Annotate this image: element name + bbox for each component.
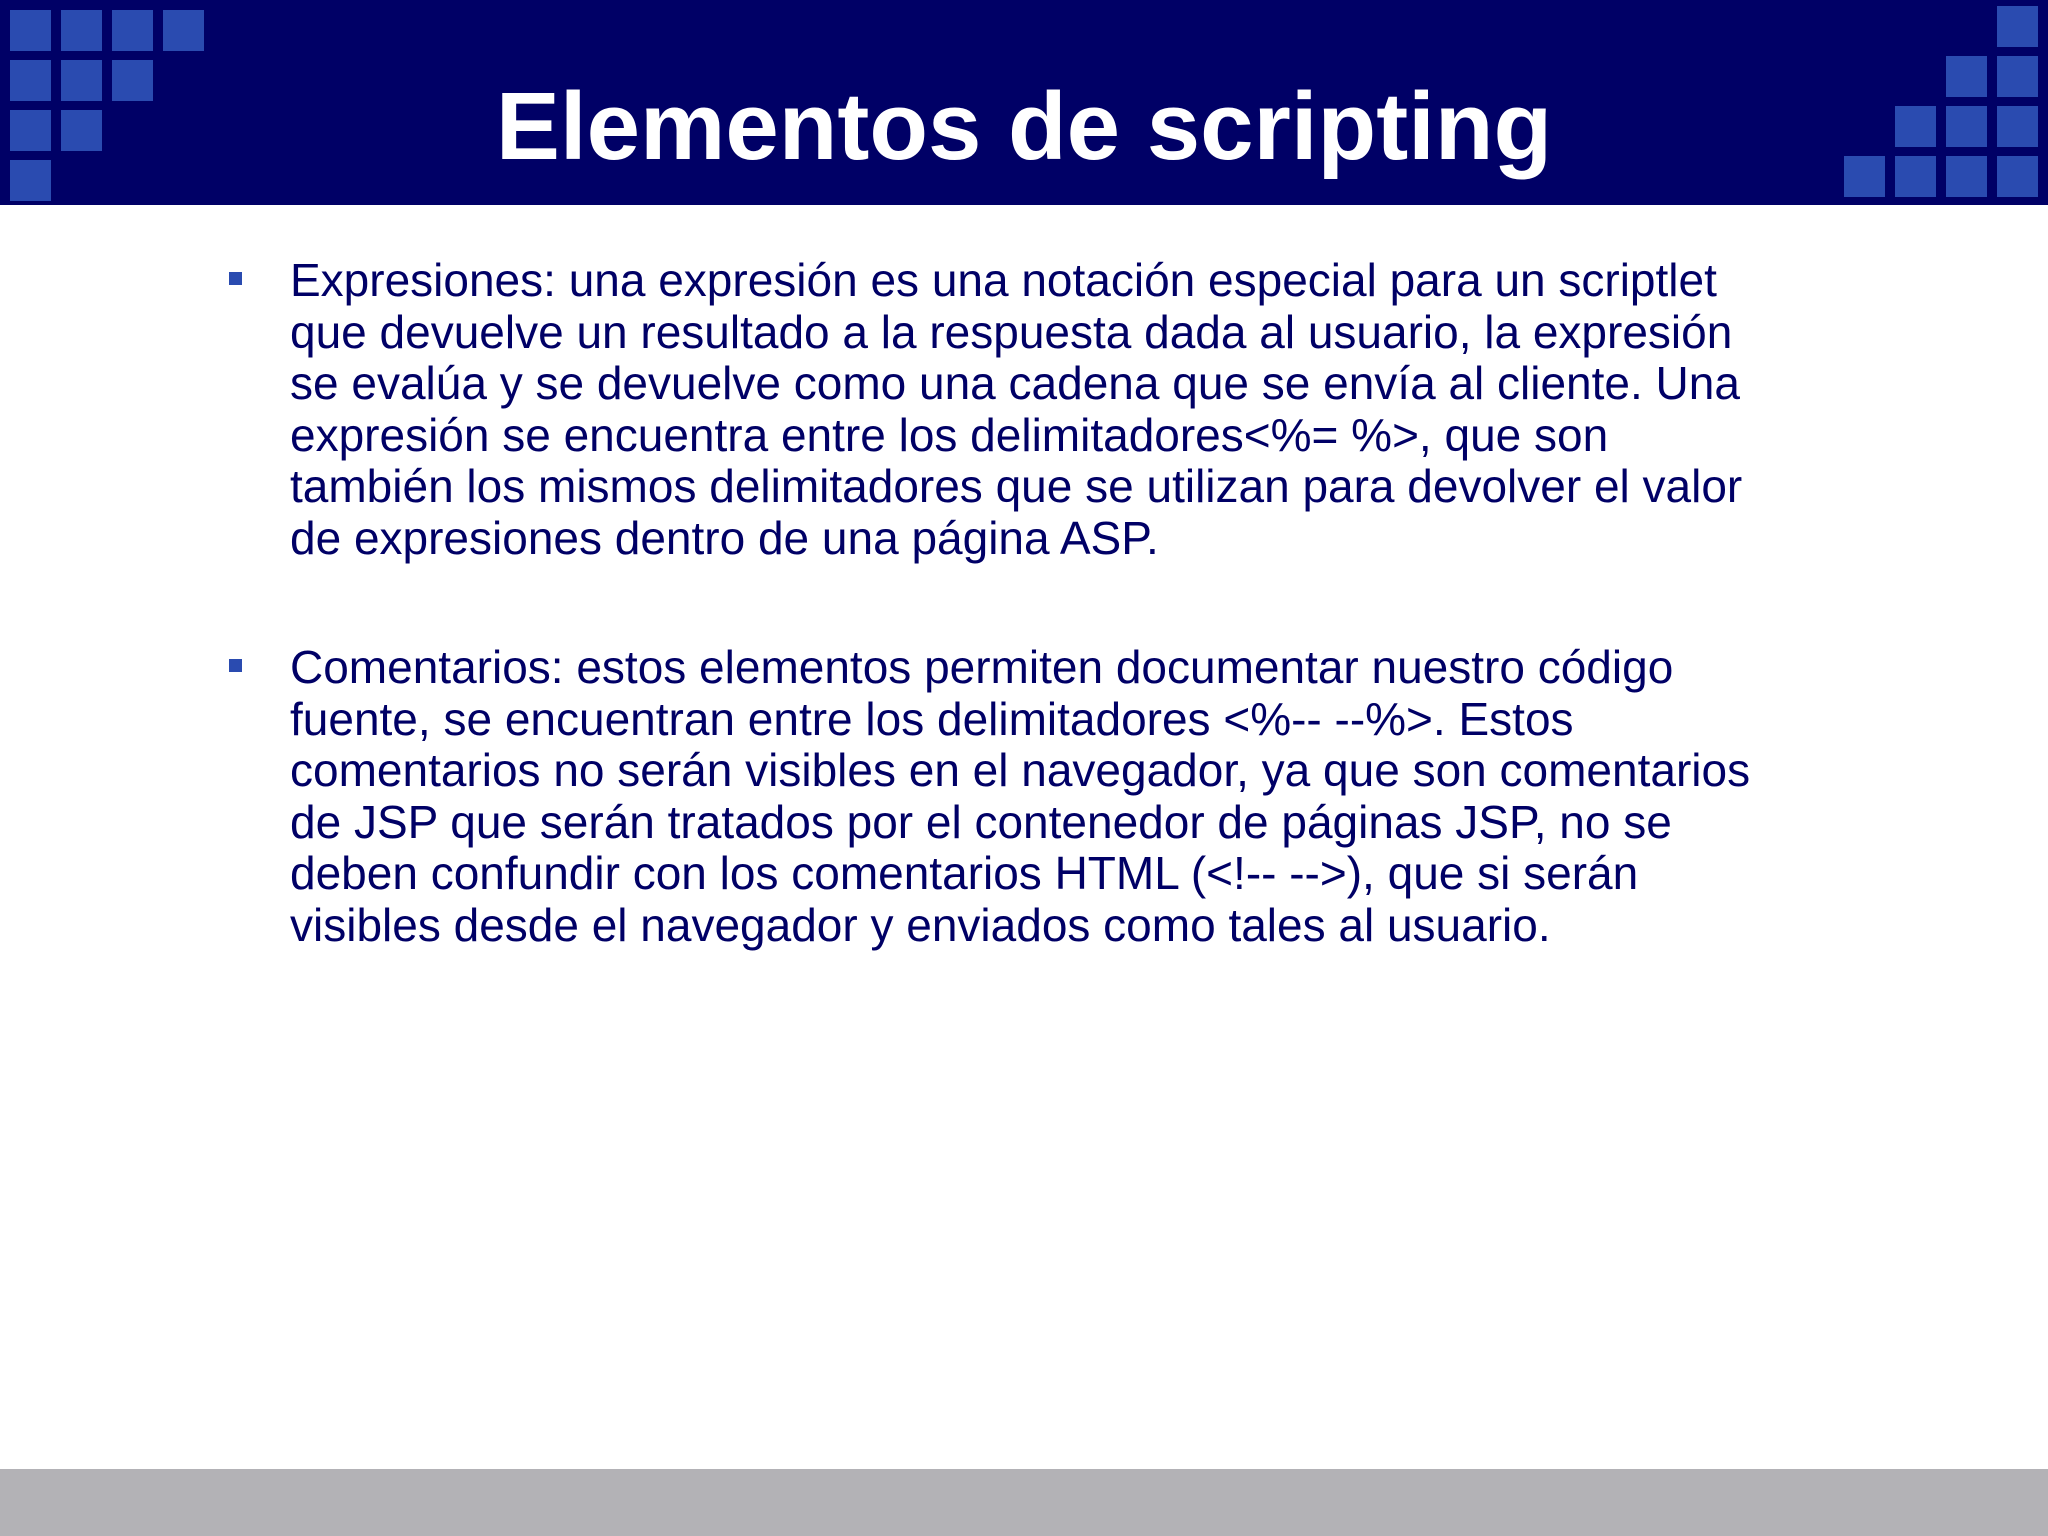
bullet-line: Comentarios: estos elementos permiten documentar nuestro código — [290, 641, 1674, 693]
bullet-line: de expresiones dentro de una página ASP. — [290, 511, 1159, 564]
square-bullet-icon — [229, 272, 242, 285]
slide-body — [290, 255, 1930, 1029]
slide-title: Elementos de scripting — [495, 73, 1553, 180]
bullet-line: también los mismos delimitadores que se utilizan para devolver el valor — [290, 460, 1743, 512]
bullet-line: de JSP que serán tratados por el contenedor de páginas JSP, no se — [290, 795, 1672, 848]
bullet-item-comentarios — [290, 642, 1930, 951]
bullet-line: se evalúa y se devuelve como una cadena que se envía al cliente. Una — [290, 357, 1740, 409]
bullet-line: deben confundir con los comentarios HTML (<!-- -->), que si serán — [290, 847, 1639, 899]
footer-bar — [0, 1469, 2048, 1536]
square-bullet-icon — [229, 659, 242, 672]
bullet-line: visibles desde el navegador y enviados como tales al usuario. — [290, 898, 1551, 951]
bullet-line: que devuelve un resultado a la respuesta dada al usuario, la expresión — [290, 305, 1733, 358]
bullet-line: fuente, se encuentran entre los delimitadores <%-- --%>. Estos — [290, 692, 1574, 745]
title-banner — [0, 0, 2048, 205]
bullet-line: comentarios no serán visibles en el navegador, ya que son comentarios — [290, 744, 1751, 796]
bullet-line: Expresiones: una expresión es una notación especial para un scriptlet — [290, 254, 1717, 306]
bullet-item-expresiones — [290, 255, 1930, 564]
bullet-line: expresión se encuentra entre los delimitadores<%= %>, que son — [290, 408, 1609, 461]
